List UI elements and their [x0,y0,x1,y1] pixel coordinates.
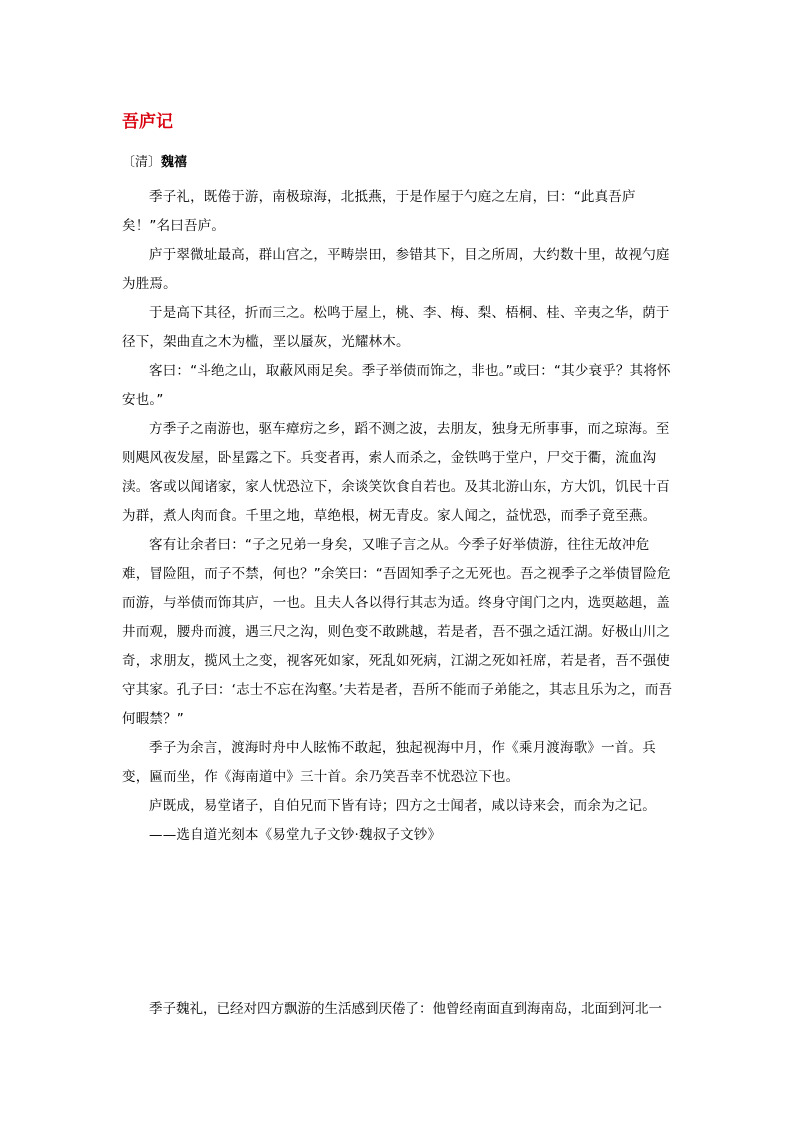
paragraph-4: 客曰：“斗绝之山，取蔽风雨足矣。季子举债而饰之，非也。”或曰：“其少衰乎？其将怀安也。” [122,363,671,408]
essay-body [122,183,674,850]
source-citation: ——选自道光刻本《易堂九子文钞·魏叔子文钞》 [149,827,442,843]
paragraph-8: 庐既成，易堂诸子，自伯兄而下皆有诗；四方之士闻者，咸以诗来会，而余为之记。 [149,798,656,814]
essay-title: 吾庐记 [122,112,173,132]
paragraph-7: 季子为余言，渡海时舟中人眩怖不敢起，独起视海中月，作《乘月渡海歌》一首。兵变，匾而坐，作《海南道中》三十首。余乃笑吾幸不忧恐泣下也。 [122,740,656,785]
author-line [122,153,187,173]
translation-paragraph: 季子魏礼，已经对四方飘游的生活感到厌倦了：他曾经南面直到海南岛，北面到河北一 [149,1001,662,1017]
paragraph-1: 季子礼，既倦于游，南极琼海，北抵燕，于是作屋于勺庭之左肩，曰：“此真吾庐矣！”名曰吾庐。 [122,189,636,234]
dynasty-label: 〔清〕 [122,155,162,170]
author-name: 魏禧 [161,155,188,170]
translation-section [122,995,674,1024]
paragraph-6: 客有让余者曰：“子之兄弟一身矣，又唯子言之从。今季子好举债游，往往无故冲危难，冒险阻，而子不禁，何也？”余笑曰：“吾固知季子之无死也。吾之视季子之举债冒险危而游，与举债而饰其庐，一也。且夫人各以得行其志为适。终身守闺门之内，选耎趑趄，盖井而观，腰舟而渡，遇三尺之沟，则色变不敢跳越，若是者，吾不强之适江湖。好极山川之奇，求朋友，揽风土之变，视客死如家，死乱如死病，江湖之死如衽席，若是者，吾不强使守其家。孔子曰：‘志士不忘在沟壑。’夫若是者，吾所不能而子弟能之，其志且乐为之，而吾何暇禁？” [122,537,673,727]
paragraph-5: 方季子之南游也，驱车瘴疠之乡，蹈不测之波，去朋友，独身无所事事，而之琼海。至则飓风夜发屋，卧星露之下。兵变者再，索人而杀之，金铁鸣于堂户，尸交于衢，流血沟渎。客或以闻诸家，家人忧恐泣下，余谈笑饮食自若也。及其北游山东，方大饥，饥民十百为群，煮人肉而食。千里之地，草绝根，树无青皮。家人闻之，益忧恐，而季子竟至燕。 [122,421,670,524]
paragraph-3: 于是高下其径，折而三之。松鸣于屋上，桃、李、梅、梨、梧桐、桂、辛夷之华，荫于径下，架曲直之木为槛，垩以蜃灰，光耀林木。 [122,305,670,350]
paragraph-2: 庐于翠微址最高，群山宫之，平畴崇田，参错其下，目之所周，大约数十里，故视勺庭为胜焉。 [122,247,670,292]
